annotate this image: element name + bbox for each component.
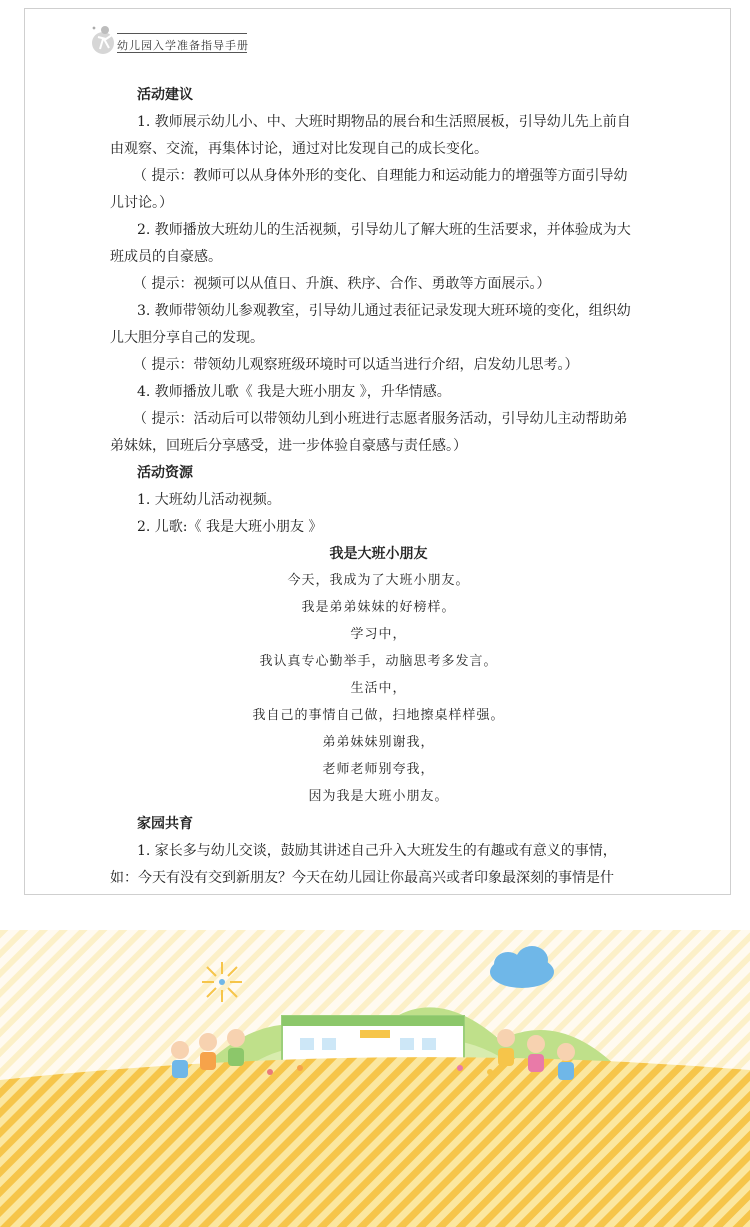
poem-title: 我是大班小朋友 [329,546,428,562]
paragraph-line: （ 提示：活动后可以带领幼儿到小班进行志愿者服务活动，引导幼儿主动帮助弟 [133,411,628,427]
poem-line: 我是弟弟妹妹的好榜样。 [301,600,456,615]
poem-line: 因为我是大班小朋友。 [308,789,449,804]
paragraph-line: 2. 教师播放大班幼儿的生活视频，引导幼儿了解大班的生活要求，并体验成为大 [137,222,631,238]
paragraph-line: 2. 儿歌:《 我是大班小朋友 》 [137,519,323,535]
footer-illustration [0,930,750,1227]
paragraph-line: 由观察、交流，再集体讨论，通过对比发现自己的成长变化。 [110,141,488,157]
poem-line: 学习中， [350,627,407,642]
page-content [25,9,731,895]
poem-line: 我认真专心勤举手，动脑思考多发言。 [259,654,498,669]
paragraph-line: 儿大胆分享自己的发现。 [110,330,264,346]
poem-line: 老师老师别夸我， [322,762,435,777]
paragraph-line: （ 提示：带领幼儿观察班级环境时可以适当进行介绍，启发幼儿思考。） [133,357,579,373]
poem-line: 弟弟妹妹别谢我， [322,735,435,750]
paragraph-line: 3. 教师带领幼儿参观教室，引导幼儿通过表征记录发现大班环境的变化，组织幼 [137,303,631,319]
poem-line: 我自己的事情自己做，扫地擦桌样样强。 [252,708,505,723]
paragraph-line: （ 提示：视频可以从值日、升旗、秩序、合作、勇敢等方面展示。） [133,276,551,292]
paragraph-line: 儿讨论。） [110,195,173,211]
header-title: 幼儿园入学准备指导手册 [117,39,249,52]
paragraph-line: 班成员的自豪感。 [110,249,222,265]
paragraph-line: 1. 大班幼儿活动视频。 [137,492,281,508]
paragraph-line: 1. 教师展示幼儿小、中、大班时期物品的展台和生活照展板，引导幼儿先上前自 [137,114,631,130]
paragraph-line: （ 提示：教师可以从身体外形的变化、自理能力和运动能力的增强等方面引导幼 [133,168,628,184]
firework-icon [202,962,242,1002]
paragraph-line: 4. 教师播放儿歌《 我是大班小朋友 》，升华情感。 [137,384,451,400]
poem-line: 今天，我成为了大班小朋友。 [287,573,470,588]
page-frame [24,8,731,895]
paragraph-line: 如：今天有没有交到新朋友？今天在幼儿园让你最高兴或者印象最深刻的事情是什 [110,870,614,886]
poem-line: 生活中， [350,681,407,696]
paragraph-line: 弟妹妹，回班后分享感受，进一步体验自豪感与责任感。） [110,438,467,454]
section-title-activity-resources: 活动资源 [137,465,193,481]
section-title-activity-suggestions: 活动建议 [137,87,193,103]
paragraph-line: 1. 家长多与幼儿交谈，鼓励其讲述自己升入大班发生的有趣或有意义的事情， [137,843,617,859]
section-title-home-school: 家园共育 [137,816,193,832]
